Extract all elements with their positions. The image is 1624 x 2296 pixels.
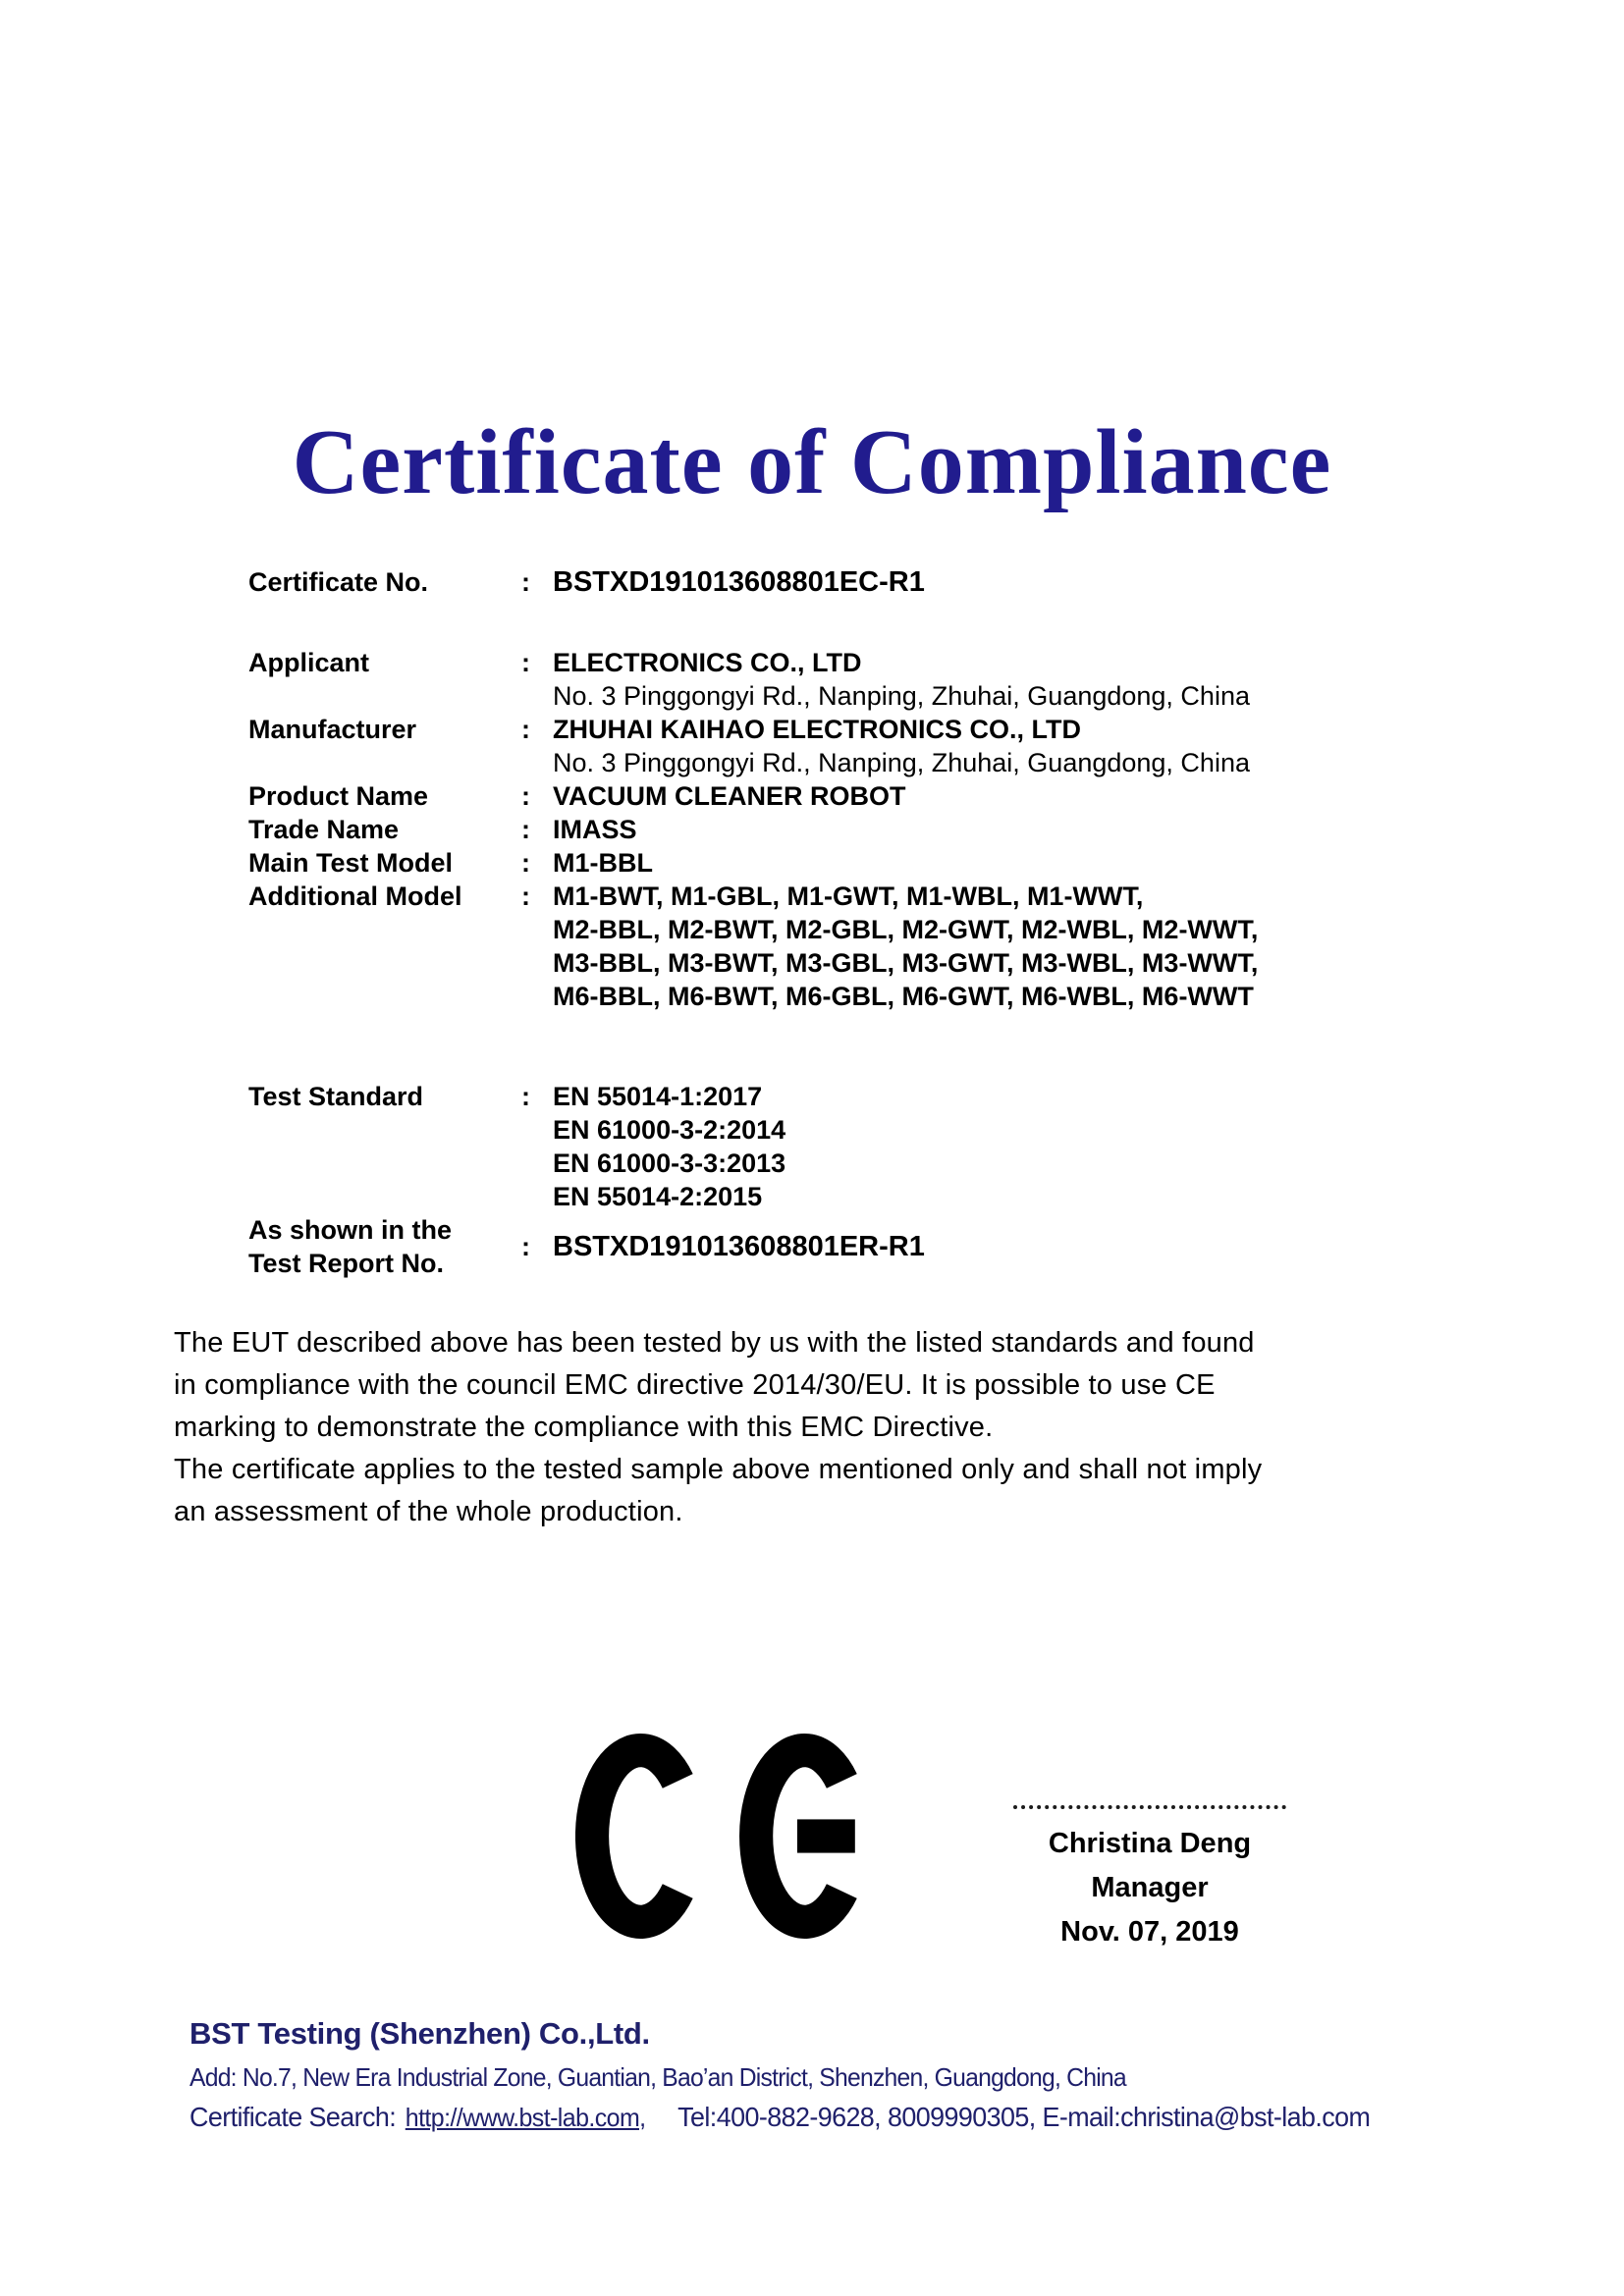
test-standard-label: Test Standard [248, 1082, 424, 1111]
product-name-value: VACUUM CLEANER ROBOT [553, 781, 906, 811]
product-name-label: Product Name [248, 781, 429, 811]
colon: : [521, 648, 530, 677]
colon: : [521, 881, 530, 911]
certificate-search-label: Certificate Search: [189, 2102, 397, 2132]
colon: : [521, 848, 530, 878]
statement-line: marking to demonstrate the compliance with this EMC Directive. [174, 1412, 994, 1443]
manufacturer-address: No. 3 Pinggongyi Rd., Nanping, Zhuhai, Guangdong, China [553, 748, 1250, 777]
certificate-search-link[interactable]: http://www.bst-lab.com, [405, 2103, 646, 2132]
test-standard-value-block [553, 1080, 1456, 1213]
footer-search-row [189, 2102, 1370, 2133]
field-row-product-name [248, 779, 1456, 813]
test-standard-line: EN 61000-3-2:2014 [553, 1115, 786, 1145]
trade-name-value: IMASS [553, 815, 637, 844]
applicant-address: No. 3 Pinggongyi Rd., Nanping, Zhuhai, Guangdong, China [553, 681, 1250, 711]
applicant-value-block [553, 646, 1456, 713]
main-test-model-value: M1-BBL [553, 848, 653, 878]
test-standard-line: EN 61000-3-3:2013 [553, 1148, 786, 1178]
field-row-manufacturer [248, 713, 1456, 779]
field-row-test-standard [248, 1080, 1456, 1213]
manufacturer-label: Manufacturer [248, 715, 417, 744]
signatory-title: Manager [1091, 1872, 1209, 1903]
signature-block [982, 1822, 1318, 1954]
trade-name-label: Trade Name [248, 815, 400, 844]
colon: : [521, 815, 530, 844]
colon: : [521, 715, 530, 744]
statement-line: The certificate applies to the tested sample above mentioned only and shall not imply [174, 1454, 1263, 1485]
main-test-model-label: Main Test Model [248, 848, 454, 878]
field-row-main-test-model [248, 846, 1456, 880]
certificate-no-label: Certificate No. [248, 567, 429, 597]
statement-line: The EUT described above has been tested by us with the listed standards and found [174, 1327, 1255, 1359]
signature-date: Nov. 07, 2019 [1060, 1916, 1239, 1948]
footer-company-name: BST Testing (Shenzhen) Co.,Ltd. [189, 2016, 650, 2051]
footer-address: Add: No.7, New Era Industrial Zone, Guantian, Bao’an District, Shenzhen, Guangdong, China [189, 2062, 1126, 2092]
field-row-additional-model [248, 880, 1456, 1013]
test-standard-line: EN 55014-1:2017 [553, 1082, 763, 1111]
additional-model-value-block [553, 880, 1456, 1013]
test-report-value: BSTXD191013608801ER-R1 [553, 1231, 925, 1262]
statement-line: in compliance with the council EMC directive 2014/30/EU. It is possible to use CE [174, 1369, 1216, 1401]
colon: : [521, 567, 530, 597]
statement-paragraph [174, 1322, 1262, 1533]
certificate-fields [248, 565, 1456, 1280]
signature-dotted-line [1013, 1805, 1286, 1809]
additional-model-line: M6-BBL, M6-BWT, M6-GBL, M6-GWT, M6-WBL, M6-WWT [553, 982, 1254, 1011]
page-title: Certificate of Compliance [292, 411, 1332, 513]
field-row-test-report [248, 1213, 1456, 1280]
certificate-no-value: BSTXD191013608801EC-R1 [553, 566, 925, 598]
colon: : [521, 1232, 530, 1261]
colon: : [521, 781, 530, 811]
manufacturer-name: ZHUHAI KAIHAO ELECTRONICS CO., LTD [553, 715, 1081, 744]
field-row-trade-name [248, 813, 1456, 846]
test-report-label [248, 1213, 521, 1280]
test-standard-line: EN 55014-2:2015 [553, 1182, 763, 1211]
statement-line: an assessment of the whole production. [174, 1496, 683, 1527]
colon: : [521, 1082, 530, 1111]
additional-model-line: M1-BWT, M1-GBL, M1-GWT, M1-WBL, M1-WWT, [553, 881, 1144, 911]
field-row-certificate-no [248, 565, 1456, 599]
manufacturer-value-block [553, 713, 1456, 779]
additional-model-label: Additional Model [248, 881, 462, 911]
additional-model-line: M3-BBL, M3-BWT, M3-GBL, M3-GWT, M3-WBL, M3-WWT, [553, 948, 1259, 978]
ce-mark-icon [575, 1729, 870, 1944]
applicant-name: ELECTRONICS CO., LTD [553, 648, 862, 677]
signatory-name: Christina Deng [1048, 1828, 1252, 1859]
field-row-applicant [248, 646, 1456, 713]
additional-model-line: M2-BBL, M2-BWT, M2-GBL, M2-GWT, M2-WBL, M2-WWT, [553, 915, 1259, 944]
test-report-label-line1: As shown in the [248, 1215, 453, 1245]
test-report-label-line2: Test Report No. [248, 1249, 445, 1278]
footer-contact-info: Tel:400-882-9628, 8009990305, E-mail:christina@bst-lab.com [677, 2102, 1371, 2132]
applicant-label: Applicant [248, 648, 370, 677]
